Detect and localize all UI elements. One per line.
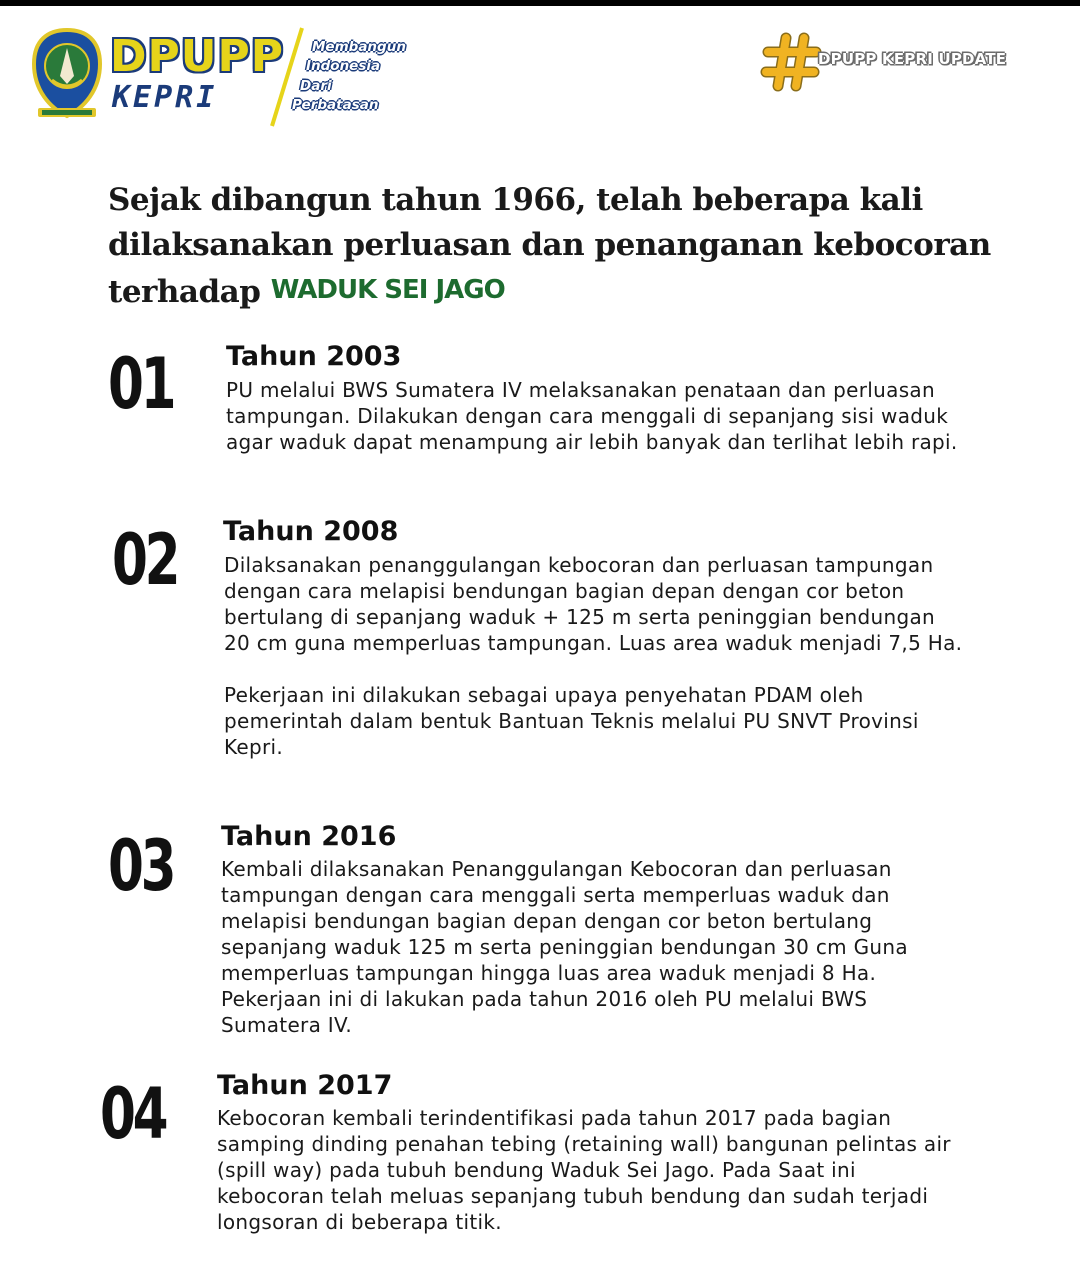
item-year: Tahun 2003: [226, 341, 402, 372]
tagline-line: Membangun: [312, 39, 406, 55]
item-number: 02: [112, 519, 178, 601]
headline: [108, 178, 1008, 315]
item-number: 04: [100, 1073, 166, 1155]
tagline-line: Dari: [300, 78, 332, 94]
dpupp-logo: [30, 26, 430, 130]
kepri-province-emblem-icon: [30, 28, 104, 122]
item-description: [217, 1105, 957, 1235]
hashtag-text: DPUPP KEPRI UPDATE: [818, 50, 1007, 68]
item-paragraph: Kebocoran kembali terindentifikasi pada tahun 2017 pada bagian samping dinding penahan tebing (retaining wall) bangunan pelintas air (spill way) pada tubuh bendung Waduk Sei Jago. Pada Saat ini kebocoran telah meluas sepanjang tubuh bendung dan sudah terjadi longsoran di beberapa titik.: [217, 1106, 951, 1234]
item-year: Tahun 2008: [223, 516, 399, 547]
item-description: [226, 377, 966, 455]
item-paragraph: Pekerjaan ini dilakukan sebagai upaya penyehatan PDAM oleh pemerintah dalam bentuk Bantuan Teknis melalui PU SNVT Provinsi Kepri.: [224, 683, 919, 759]
headline-line: Sejak dibangun tahun 1966, telah beberapa kali: [108, 182, 923, 218]
item-year: Tahun 2016: [221, 821, 397, 852]
item-number: 01: [108, 343, 174, 425]
item-number: 03: [108, 825, 174, 907]
headline-line: dilaksanakan perluasan dan penanganan kebocoran: [108, 227, 991, 263]
headline-line-last: [108, 268, 1008, 315]
tagline-line: Indonesia: [306, 58, 381, 74]
hashtag-icon: [760, 32, 824, 92]
item-description: [224, 552, 964, 760]
tagline-line: Perbatasan: [292, 97, 379, 113]
headline-accent-waduk-sei-jago: WADUK SEI JAGO: [270, 275, 505, 305]
headline-line: terhadap: [108, 274, 261, 310]
top-border: [0, 0, 1080, 6]
item-paragraph: Dilaksanakan penanggulangan kebocoran dan perluasan tampungan dengan cara melapisi bendungan bagian depan dengan cor beton bertulang di sepanjang waduk + 125 m serta peninggian bendungan 20 cm guna memperluas tampungan. Luas area waduk menjadi 7,5 Ha.: [224, 553, 963, 655]
hashtag-badge: [760, 32, 1030, 94]
brand-name-kepri: KEPRI: [112, 80, 218, 115]
brand-name-dpupp: DPUPP: [110, 31, 284, 82]
item-paragraph: PU melalui BWS Sumatera IV melaksanakan penataan dan perluasan tampungan. Dilakukan dengan cara menggali di sepanjang sisi waduk agar waduk dapat menampung air lebih banyak dan terlihat lebih rapi.: [226, 378, 958, 454]
item-paragraph: Kembali dilaksanakan Penanggulangan Kebocoran dan perluasan tampungan dengan cara menggali serta memperluas waduk dan melapisi bendungan bagian depan dengan cor beton bertulang sepanjang waduk 125 m serta peninggian bendungan 30 cm Guna memperluas tampungan hingga luas area waduk menjadi 8 Ha. Pekerjaan ini di lakukan pada tahun 2016 oleh PU melalui BWS Sumatera IV.: [221, 857, 908, 1037]
item-year: Tahun 2017: [217, 1070, 393, 1101]
item-description: [221, 856, 961, 1038]
